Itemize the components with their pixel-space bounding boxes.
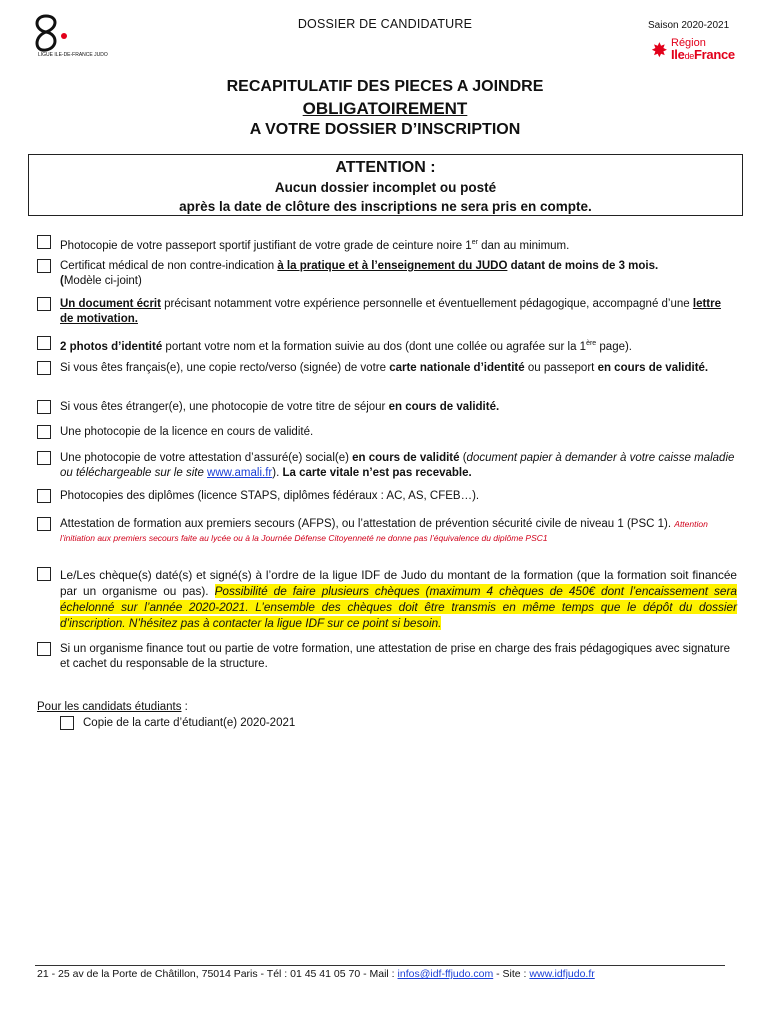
region-logo [651,37,751,63]
item-licence-text: Une photocopie de la licence en cours de validité. [60,426,314,438]
item-first-aid [37,517,737,557]
checkbox-foreign-permit[interactable] [37,400,51,414]
attention-line2: après la date de clôture des inscriptions ne sera pris en compte. [179,199,592,214]
item-organism [37,642,737,672]
checkbox-medical[interactable] [37,259,51,273]
checkbox-french-id[interactable] [37,361,51,375]
checkbox-diplomas[interactable] [37,489,51,503]
checkbox-photos[interactable] [37,336,51,350]
region-line1: Région [671,37,706,49]
footer-divider [35,965,725,966]
item-diplomas [37,489,737,505]
item-foreign-permit-text: Si vous êtes étranger(e), une photocopie de votre titre de séjour en cours de validité. [60,401,500,413]
title-line3: A VOTRE DOSSIER D’INSCRIPTION [249,121,521,138]
item-document-text: Un document écrit précisant notamment votre expérience personnelle et éventuellement pédagogique, accompagné d’une lettre de motivation. [60,298,721,325]
item-diplomas-text: Photocopies des diplômes (licence STAPS, diplômes fédéraux : AC, AS, CFEB…). [60,490,480,502]
checkbox-cheques[interactable] [37,567,51,581]
item-student-card-text: Copie de la carte d’étudiant(e) 2020-2021 [83,717,296,729]
checkbox-insurance[interactable] [37,451,51,465]
students-heading: Pour les candidats étudiants : [37,701,188,713]
item-medical-text: Certificat médical de non contre-indication à la pratique et à l’enseignement du JUDO datant de moins de 3 mois. (Modèle ci-joint) [60,260,659,287]
title-line2: OBLIGATOIREMENT [302,99,468,118]
item-foreign-permit [37,400,737,416]
checkbox-passport[interactable] [37,235,51,249]
item-licence [37,425,737,441]
cheques-highlight: Possibilité de faire plusieurs chèques (maximum 4 chèques de 450€ dont l’encaissement sera échelonné sur l’année 2020-2021. L’ensemble des chèques doit être transmis en même temps que le dépôt du dossier d’inscription. N’hésitez pas à contacter la ligue IDF sur ce point si besoin. [60,584,737,630]
attention-box [28,154,743,216]
item-organism-text: Si un organisme finance tout ou partie de votre formation, une attestation de prise en charge des frais pédagogiques avec signature et cachet du responsable de la structure. [60,643,730,670]
item-medical [37,259,737,289]
item-student-card [60,716,660,732]
logo-text: LIGUE ILE-DE-FRANCE JUDO [38,52,108,58]
attention-heading: ATTENTION : [335,159,436,176]
item-insurance [37,451,737,481]
region-star-icon: ✸ [651,40,668,62]
region-line2: IledeFrance [671,47,735,62]
attention-line1: Aucun dossier incomplet ou posté [274,180,497,195]
season-label: Saison 2020-2021 [648,20,730,31]
title-line1: RECAPITULATIF DES PIECES A JOINDRE [226,78,544,95]
item-first-aid-text: Attestation de formation aux premiers secours (AFPS), ou l’attestation de prévention sécurité civile de niveau 1 (PSC 1). Attention l’initiation aux premiers secours faite au lycée ou à la Journée Défense Citoyenneté ne donne pas l’équivalence du diplôme PSC1 [60,518,708,543]
checkbox-document[interactable] [37,297,51,311]
item-french-id-text: Si vous êtes français(e), une copie recto/verso (signée) de votre carte nationale d’identité ou passeport en cours de validité. [60,362,709,374]
checkbox-student-card[interactable] [60,716,74,730]
checkbox-first-aid[interactable] [37,517,51,531]
first-aid-note: Attention l’initiation aux premiers secours faite au lycée ou à la Journée Défense Citoyenneté ne donne pas l’équivalence du diplôme PSC1 [60,519,708,543]
item-cheques-text: Le/Les chèque(s) daté(s) et signé(s) à l’ordre de la ligue IDF de Judo du montant de la formation (que la formation soit financée par un organisme ou pas). Possibilité de faire plusieurs chèques (maximum 4 chèques de 450€ dont l’encaissement sera échelonné sur l’année 2020-2021. L’ensemble des chèques doit être transmis en même temps que le dépôt du dossier d’inscription. N’hésitez pas à contacter la ligue IDF sur ce point si besoin. [60,568,737,630]
item-cheques [37,567,737,629]
footer-email-link[interactable]: infos@idf-ffjudo.com [397,968,494,980]
item-photos-text: 2 photos d’identité portant votre nom et la formation suivie au dos (dont une collée ou agrafée sur la 1ère page). [60,340,633,353]
checkbox-licence[interactable] [37,425,51,439]
amali-link[interactable]: www.amali.fr [207,467,273,479]
item-passport [37,235,737,251]
checkbox-organism[interactable] [37,642,51,656]
item-french-id [37,361,737,391]
item-insurance-text: Une photocopie de votre attestation d’assuré(e) social(e) en cours de validité (document papier à demander à votre caisse maladie ou téléchargeable sur le site www.amali.fr). La carte vitale n’est pas recevable. [60,452,735,479]
footer-site-link[interactable]: www.idfjudo.fr [529,968,595,980]
item-document [37,297,737,327]
item-passport-text: Photocopie de votre passeport sportif justifiant de votre grade de ceinture noire 1er dan au minimum. [60,239,570,252]
footer: 21 - 25 av de la Porte de Châtillon, 75014 Paris - Tél : 01 45 41 05 70 - Mail : infos@idf-ffjudo.com - Site : www.idfjudo.fr [37,968,595,980]
item-photos [37,336,737,352]
document-header-title: DOSSIER DE CANDIDATURE [297,17,473,31]
